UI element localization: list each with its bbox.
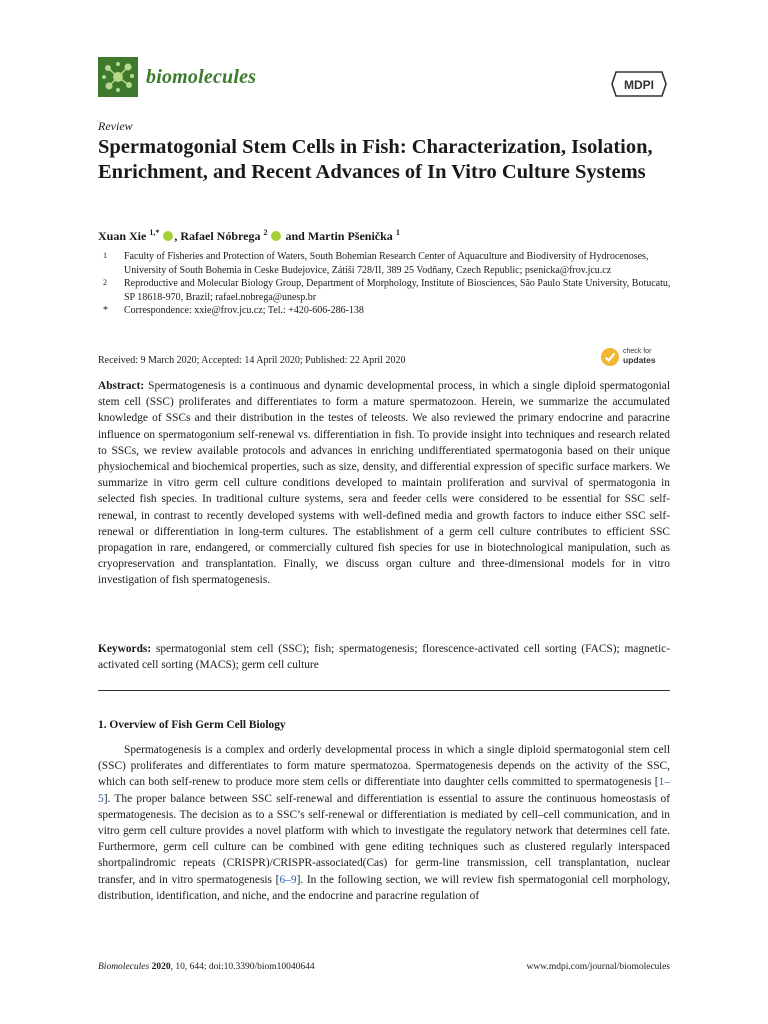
affiliation-item	[103, 277, 683, 304]
keywords-label: Keywords:	[98, 643, 152, 655]
abstract	[98, 378, 670, 589]
author-separator: and	[282, 229, 308, 243]
check-updates-line1: check for	[623, 348, 652, 355]
check-updates-line2: updates	[623, 355, 656, 365]
journal-name: biomolecules	[146, 65, 257, 88]
section-divider	[98, 690, 670, 691]
mdpi-logo-icon	[610, 70, 668, 98]
check-for-updates-badge[interactable]	[600, 345, 672, 369]
affiliation-text: Reproductive and Molecular Biology Group, Department of Morphology, Institute of Biosciences, São Paulo State University, Botucatu, SP 18618-970, Brazil; rafael.nobrega@unesp.br	[124, 278, 671, 303]
footer-citation	[98, 962, 315, 972]
mdpi-logo-text: MDPI	[624, 78, 654, 92]
abstract-label: Abstract:	[98, 380, 145, 392]
affiliation-mark: 2	[103, 278, 107, 288]
author-name: Rafael Nóbrega	[180, 229, 261, 243]
page-footer	[98, 962, 670, 972]
orcid-icon[interactable]	[163, 231, 173, 241]
paper-title: Spermatogonial Stem Cells in Fish: Characterization, Isolation, Enrichment, and Recent Advances of In Vitro Culture Systems	[98, 136, 653, 183]
keywords	[98, 641, 670, 673]
author-affil-mark: 1	[395, 228, 400, 237]
orcid-icon[interactable]	[271, 231, 281, 241]
check-updates-label	[623, 348, 656, 366]
author-affil-mark: 2	[263, 228, 268, 237]
footer-year: 2020	[151, 962, 171, 972]
body-paragraph	[98, 742, 670, 904]
section-heading: 1. Overview of Fish Germ Cell Biology	[98, 719, 286, 731]
molecule-cluster-icon	[98, 57, 138, 97]
affiliation-item	[103, 250, 683, 277]
publication-dates: Received: 9 March 2020; Accepted: 14 April 2020; Published: 22 April 2020	[98, 355, 406, 366]
author-name: Xuan Xie	[98, 229, 147, 243]
check-updates-icon	[600, 347, 620, 367]
body-text: ]. In the following section, we will review fish spermatogonial cell morphology, distribution, identification, and niche, and the endocrine and paracrine regulation of	[98, 873, 671, 902]
footer-volume-doi: , 10, 644; doi:10.3390/biom10040644	[170, 962, 315, 972]
article-type: Review	[98, 119, 133, 133]
footer-journal: Biomolecules	[98, 962, 150, 972]
body-text: ]. The proper balance between SSC self-renewal and differentiation is essential to assure the continuous homeostasis of spermatogenesis. The decision as to a SSC’s self-renewal or differentiation is mediated by cell–cell communication, and in vitro germ cell culture provides a novel platform with which to investigate the regulatory network that determines cell fate. Furthermore, germ cell culture can be combined with gene editing techniques such as clustered regularly interspaced shortpalindromic repeats (CRISPR)/CRISPR-associated(Cas) for germ-line transmission, cell transplantation, nuclear transfer, and in vitro spermatogenesis [	[98, 792, 670, 886]
footer-url[interactable]: www.mdpi.com/journal/biomolecules	[526, 962, 670, 972]
citation-link[interactable]: 6–9	[279, 873, 297, 886]
author-affil-mark: 1,*	[149, 228, 160, 237]
journal-header	[98, 57, 256, 97]
author-separator: ,	[174, 229, 181, 243]
abstract-text: Spermatogenesis is a continuous and dynamic developmental process, in which a single diploid spermatogonial stem cell (SSC) proliferates and differentiates to form a mature spermatozoon. Herein, we summarize the accumulated knowledge of SSCs and their distribution in the testes of teleosts. We also reviewed the primary endocrine and paracrine influence on spermatogonium self-renewal vs. differentiation in fish. To provide insight into techniques and research related to SSCs, we review available protocols and advances in enriching undifferentiated spermatogonia based on their unique physiochemical and biochemical properties, such as size, density, and differential expression of specific surface markers. We summarize in vitro germ cell culture conditions developed to maintain proliferation and survival of spermatogonia in selected fish species. In traditional culture systems, sera and feeder cells were considered to be essential for SSC self-renewal, in contrast to recently developed systems with well-defined media and growth factors to induce either SSC self-renewal or differentiation in long-term cultures. The establishment of a germ cell culture contributes to efficient SSC propagation in rare, endangered, or commercially cultured fish species for use in biotechnological manipulation, such as cryopreservation and transplantation. Finally, we discuss organ culture and three-dimensional models for in vitro investigation of fish spermatogenesis.	[98, 380, 670, 587]
author-list	[98, 228, 400, 244]
author-name: Martin Pšenička	[307, 229, 393, 243]
affiliation-item	[103, 304, 683, 318]
keywords-text: spermatogonial stem cell (SSC); fish; spermatogenesis; florescence-activated cell sorting (FACS); magnetic-activated cell sorting (MACS); germ cell culture	[98, 643, 670, 672]
body-text: Spermatogenesis is a complex and orderly developmental process in which a single diploid spermatogonial stem cell (SSC) proliferates and differentiates to form mature spermatozoa. Spermatogenesis depends on the activity of the SSC, which can both self-renew to produce more stem cells or differentiate into daughter cells committed to spermatogenesis [	[98, 744, 670, 789]
correspondence-text: Correspondence: xxie@frov.jcu.cz; Tel.: +420-606-286-138	[124, 305, 364, 317]
affiliation-mark: *	[103, 305, 108, 317]
affiliation-text: Faculty of Fisheries and Protection of Waters, South Bohemian Research Center of Aquaculture and Biodiversity of Hydrocenoses, University of South Bohemia in Ceske Budejovice, Zátiší 728/II, 389 25 Vodňany, Czech Republic; psenicka@frov.jcu.cz	[124, 251, 649, 276]
citation-link[interactable]: 1–5	[98, 776, 670, 805]
affiliation-mark: 1	[103, 251, 107, 260]
affiliation-list	[103, 250, 683, 318]
